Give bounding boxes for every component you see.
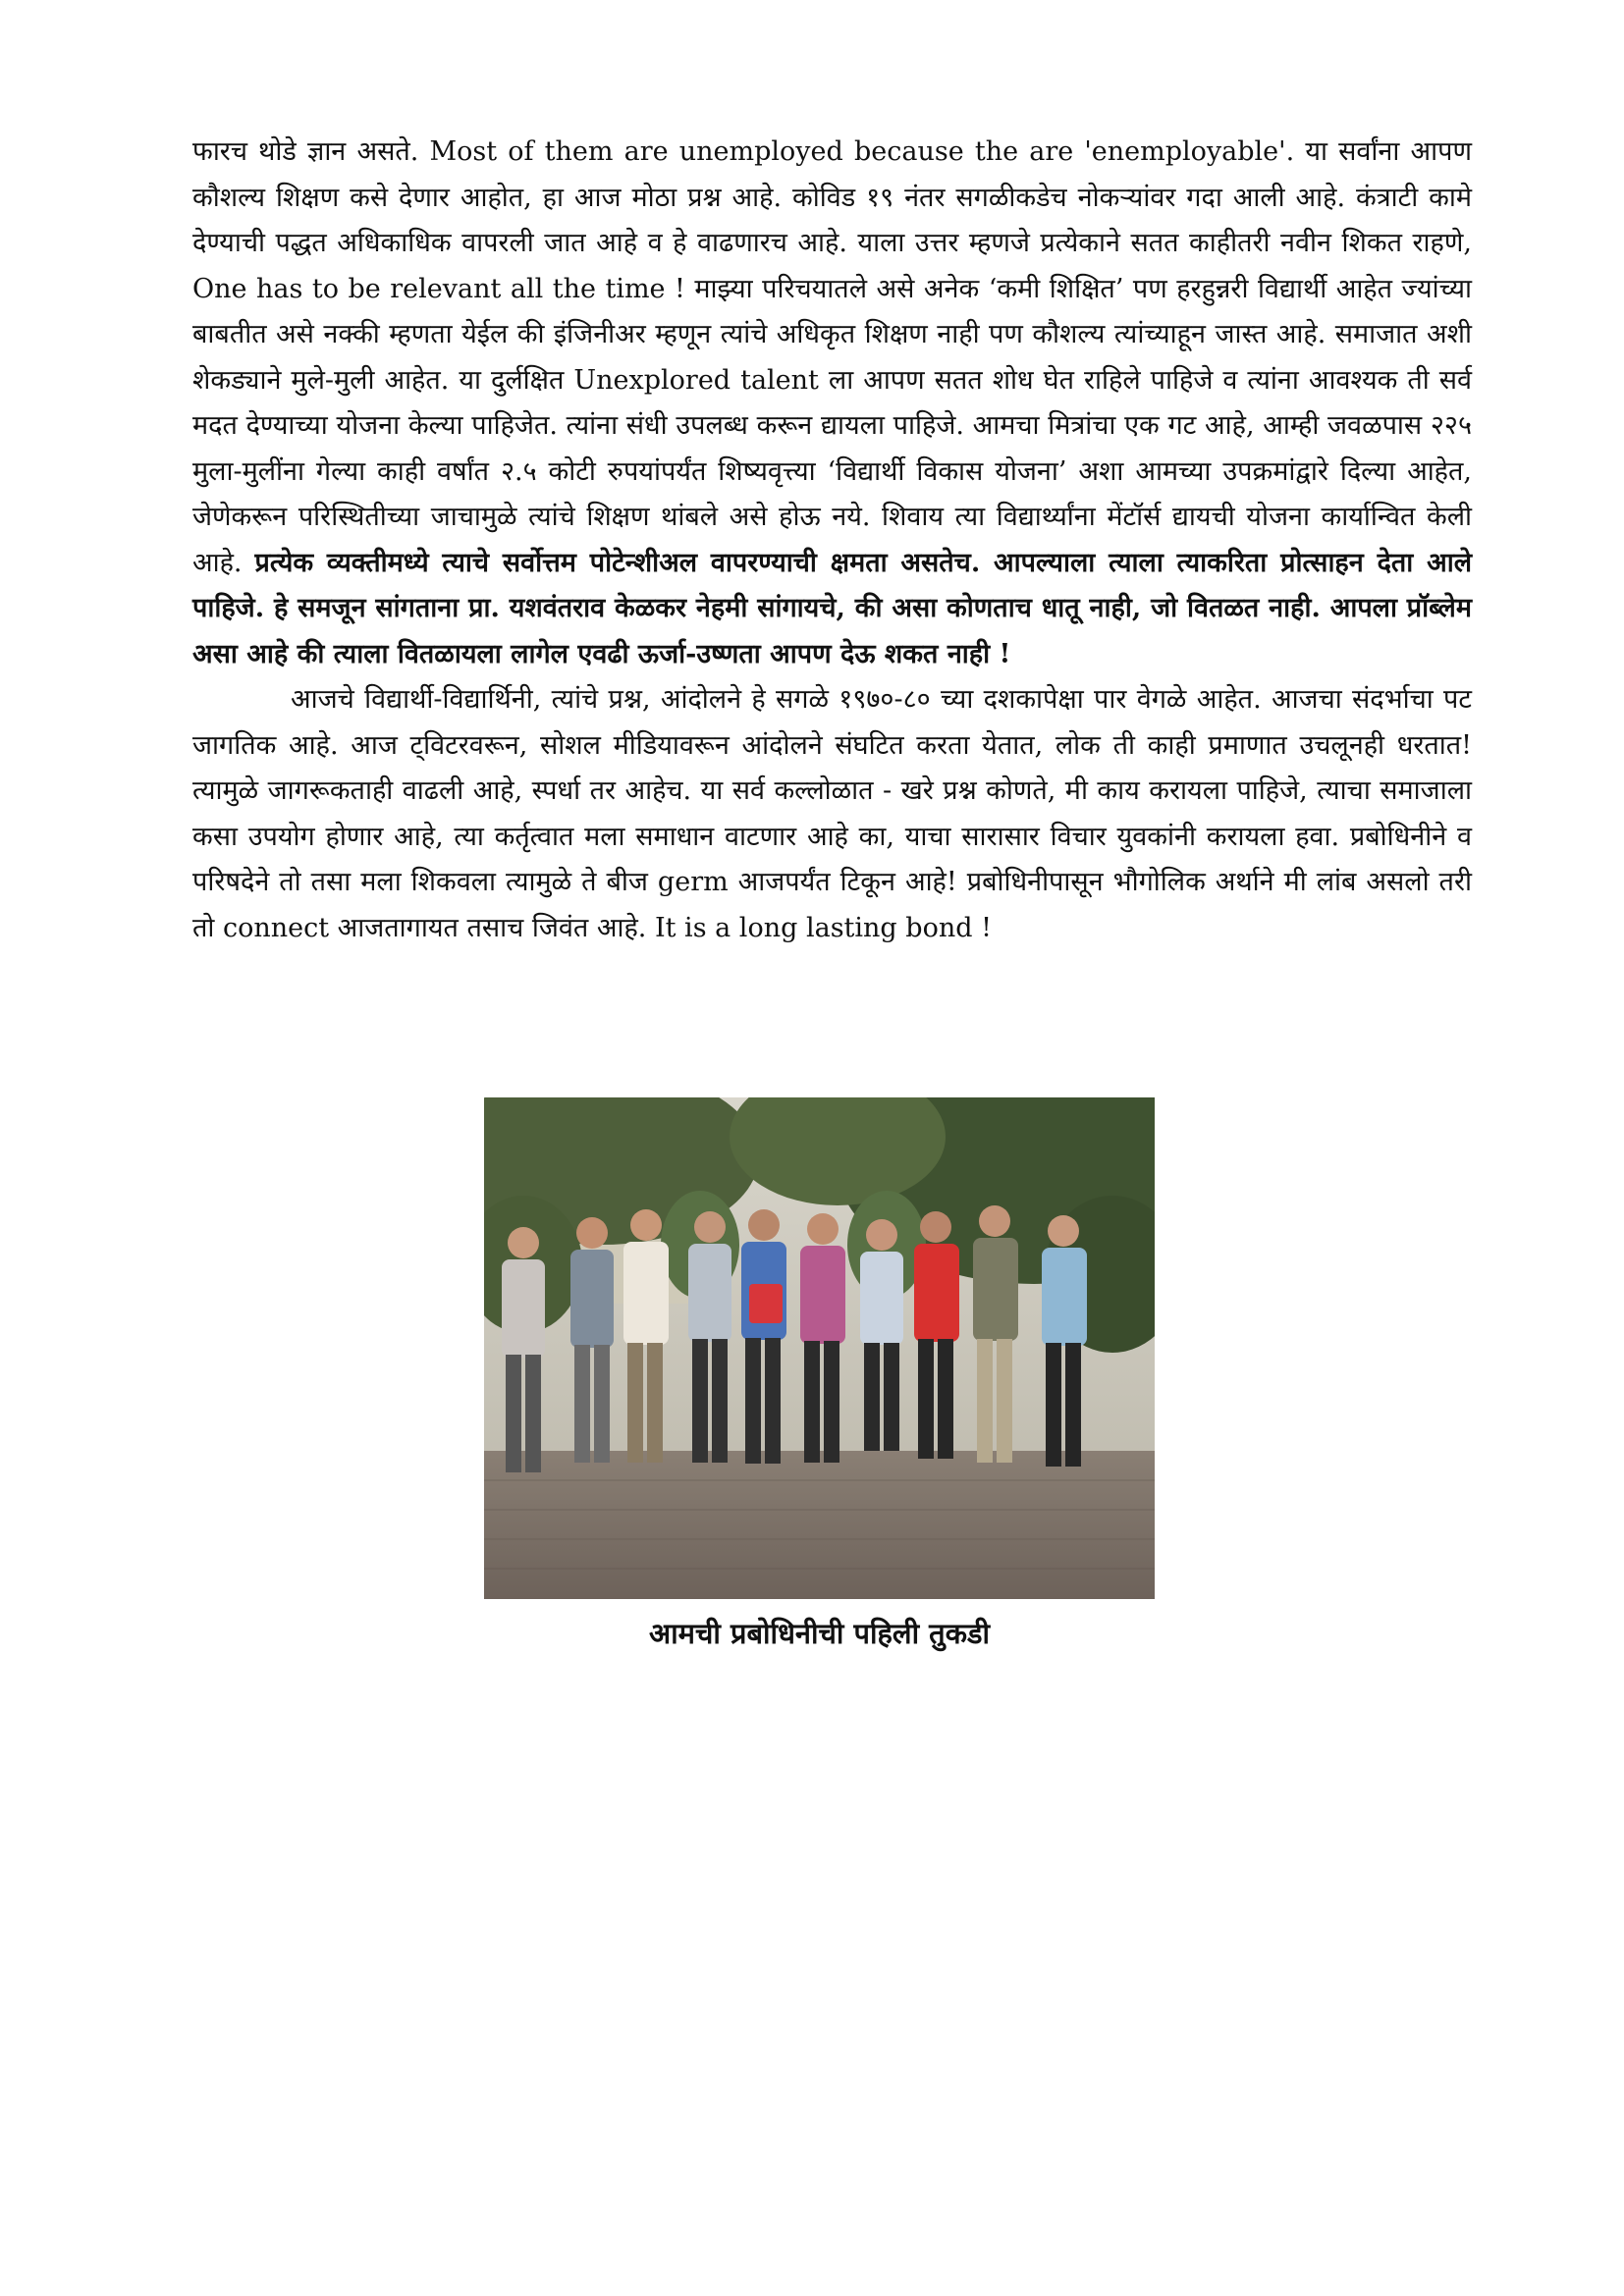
paragraph-1-text: फारच थोडे ज्ञान असते. Most of them are unemployed because the are 'enemployable'. या सर्वांना आपण कौशल्य शिक्षण कसे देणार आहोत, हा आज मोठा प्रश्न आहे. कोविड १९ नंतर सगळीकडेच नोकऱ्यांवर गदा आली आहे. कंत्राटी कामे देण्याची पद्धत अधिकाधिक वापरली जात आहे व हे वाढणारच आहे. याला उत्तर म्हणजे प्रत्येकाने सतत काहीतरी नवीन शिकत राहणे, One has to be relevant all the time ! माझ्या परिचयातले असे अनेक ‘कमी शिक्षित’ पण हरहुन्नरी विद्यार्थी आहेत ज्यांच्या बाबतीत असे नक्की म्हणता येईल की इंजिनीअर म्हणून त्यांचे अधिकृत शिक्षण नाही पण कौशल्य त्यांच्याहून जास्त आहे. समाजात अशी शेकड्याने मुले-मुली आहेत. या दुर्लक्षित Unexplored talent ला आपण सतत शोध घेत राहिले पाहिजे व त्यांना आवश्यक ती सर्व मदत देण्याच्या योजना केल्या पाहिजेत. त्यांना संधी उपलब्ध करून द्यायला पाहिजे. आमचा मित्रांचा एक गट आहे, आम्ही जवळपास २२५ मुला-मुलींना गेल्या काही वर्षांत २.५ कोटी रुपयांपर्यंत शिष्यवृत्त्या ‘विद्यार्थी विकास योजना’ अशा आमच्या उपक्रमांद्वारे दिल्या आहेत, जेणेकरून परिस्थितीच्या जाचामुळे त्यांचे शिक्षण थांबले असे होऊ नये. शिवाय त्या विद्यार्थ्यांना मेंटॉर्स द्यायची योजना कार्यान्वित केली आहे. [192, 136, 1472, 578]
group-photo-image [484, 1097, 1155, 1599]
group-photo [484, 1097, 1155, 1599]
paragraph-2: आजचे विद्यार्थी-विद्यार्थिनी, त्यांचे प्रश्न, आंदोलने हे सगळे १९७०-८० च्या दशकापेक्षा पार वेगळे आहेत. आजचा संदर्भाचा पट जागतिक आहे. आज ट्विटरवरून, सोशल मीडियावरून आंदोलने संघटित करता येतात, लोक ती काही प्रमाणात उचलूनही धरतात! त्यामुळे जागरूकताही वाढली आहे, स्पर्धा तर आहेच. या सर्व कल्लोळात - खरे प्रश्न कोणते, मी काय करायला पाहिजे, त्याचा समाजाला कसा उपयोग होणार आहे, त्या कर्तृत्वात मला समाधान वाटणार आहे का, याचा सारासार विचार युवकांनी करायला हवा. प्रबोधिनीने व परिषदेने तो तसा मला शिकवला त्यामुळे ते बीज germ आजपर्यंत टिकून आहे! प्रबोधिनीपासून भौगोलिक अर्थाने मी लांब असलो तरी तो connect आजतागायत तसाच जिवंत आहे. It is a long lasting bond ! [192, 684, 1472, 943]
article-body [192, 130, 1472, 951]
photo-caption: आमची प्रबोधिनीची पहिली तुकडी [648, 1617, 991, 1650]
paragraph-1 [192, 130, 1472, 677]
paragraph-1-bold-quote: प्रत्येक व्यक्तीमध्ये त्याचे सर्वोत्तम पोटेन्शीअल वापरण्याची क्षमता असतेच. आपल्याला त्याला त्याकरिता प्रोत्साहन देता आले पाहिजे. हे समजून सांगताना प्रा. यशवंतराव केळकर नेहमी सांगायचे, की असा कोणताच धातू नाही, जो वितळत नाही. आपला प्रॉब्लेम असा आहे की त्याला वितळायला लागेल एवढी ऊर्जा-उष्णता आपण देऊ शकत नाही ! [192, 547, 1472, 669]
